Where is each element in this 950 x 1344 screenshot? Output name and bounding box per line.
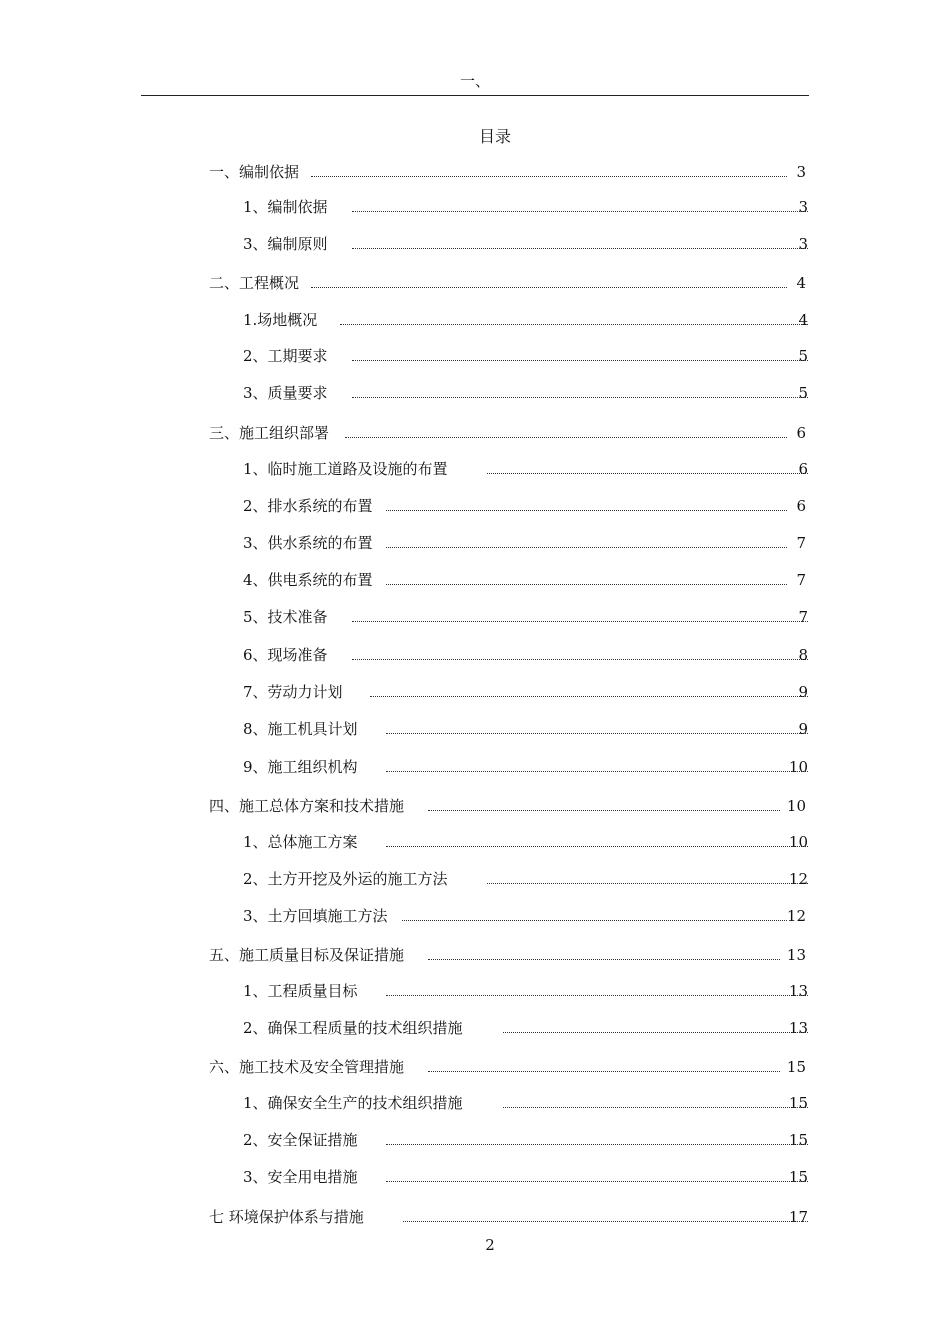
toc-entry-label: 5、技术准备 [243, 608, 328, 626]
dot-leader [487, 883, 808, 884]
toc-entry[interactable] [243, 532, 806, 554]
toc-entry-label: 1、确保安全生产的技术组织措施 [243, 1094, 463, 1112]
toc-entry-label: 3、安全用电措施 [243, 1168, 358, 1186]
toc-entry[interactable] [243, 606, 808, 628]
toc-entry-page: 3 [796, 163, 806, 181]
toc-entry-page: 5 [798, 347, 808, 365]
dot-leader [386, 846, 808, 847]
dot-leader [340, 324, 808, 325]
toc-entry[interactable] [243, 980, 808, 1002]
dot-leader [352, 211, 808, 212]
dot-leader [311, 176, 787, 177]
toc-entry-page: 15 [788, 1094, 808, 1112]
toc-entry[interactable] [243, 905, 806, 927]
toc-entry-label: 六、施工技术及安全管理措施 [209, 1058, 405, 1076]
toc-entry-label: 7、劳动力计划 [243, 683, 343, 701]
toc-entry-page: 7 [796, 534, 806, 552]
toc-entry-label: 四、施工总体方案和技术措施 [209, 797, 405, 815]
toc-entry-page: 9 [798, 683, 808, 701]
toc-entry[interactable] [243, 458, 808, 480]
toc-entry-page: 15 [786, 1058, 806, 1076]
dot-leader [352, 621, 808, 622]
toc-entry-page: 12 [786, 907, 806, 925]
toc-entry[interactable] [209, 422, 806, 444]
toc-entry-page: 12 [788, 870, 808, 888]
toc-entry-label: 2、工期要求 [243, 347, 328, 365]
toc-entry[interactable] [243, 718, 808, 740]
toc-entry-page: 15 [788, 1168, 808, 1186]
toc-entry-label: 1、编制依据 [243, 198, 328, 216]
toc-entry-label: 二、工程概况 [209, 274, 300, 292]
toc-entry-page: 3 [798, 235, 808, 253]
toc-entry-label: 3、供水系统的布置 [243, 534, 373, 552]
dot-leader [428, 959, 780, 960]
toc-entry[interactable] [209, 1056, 806, 1078]
dot-leader [352, 360, 808, 361]
toc-entry-page: 13 [788, 982, 808, 1000]
dot-leader [386, 771, 808, 772]
dot-leader [428, 1071, 780, 1072]
toc-entry[interactable] [243, 309, 808, 331]
toc-entry[interactable] [243, 233, 808, 255]
dot-leader [403, 1221, 808, 1222]
dot-leader [345, 437, 787, 438]
toc-entry[interactable] [243, 868, 808, 890]
toc-entry-label: 2、确保工程质量的技术组织措施 [243, 1019, 463, 1037]
dot-leader [487, 473, 808, 474]
toc-entry[interactable] [209, 1206, 808, 1228]
toc-entry[interactable] [209, 795, 806, 817]
toc-entry-label: 1、工程质量目标 [243, 982, 358, 1000]
toc-entry-label: 五、施工质量目标及保证措施 [209, 946, 405, 964]
toc-entry-label: 3、编制原则 [243, 235, 328, 253]
toc-entry[interactable] [243, 495, 806, 517]
dot-leader [503, 1032, 808, 1033]
toc-entry-page: 10 [786, 797, 806, 815]
dot-leader [386, 547, 787, 548]
page-header: 一、 [459, 72, 490, 90]
toc-entry-page: 8 [798, 646, 808, 664]
toc-entry-label: 1.场地概况 [243, 311, 318, 329]
toc-entry-label: 2、安全保证措施 [243, 1131, 358, 1149]
dot-leader [386, 733, 808, 734]
toc-entry[interactable] [209, 161, 806, 183]
dot-leader [503, 1107, 808, 1108]
toc-entry-label: 6、现场准备 [243, 646, 328, 664]
dot-leader [386, 1144, 808, 1145]
toc-entry[interactable] [209, 272, 806, 294]
dot-leader [352, 397, 808, 398]
toc-entry-page: 6 [796, 497, 806, 515]
toc-entry[interactable] [243, 1017, 808, 1039]
toc-entry-page: 4 [796, 274, 806, 292]
toc-entry[interactable] [243, 644, 808, 666]
toc-entry[interactable] [243, 1166, 808, 1188]
toc-entry-page: 4 [798, 311, 808, 329]
page-number: 2 [485, 1236, 495, 1254]
toc-entry[interactable] [243, 382, 808, 404]
toc-entry[interactable] [243, 345, 808, 367]
toc-entry-page: 5 [798, 384, 808, 402]
toc-entry[interactable] [209, 944, 806, 966]
toc-entry-page: 17 [788, 1208, 808, 1226]
toc-entry-label: 1、总体施工方案 [243, 833, 358, 851]
toc-entry[interactable] [243, 681, 808, 703]
toc-entry-label: 七 环境保护体系与措施 [209, 1208, 364, 1226]
toc-entry[interactable] [243, 1092, 808, 1114]
toc-entry-label: 一、编制依据 [209, 163, 300, 181]
header-rule [141, 95, 809, 96]
toc-entry-label: 3、土方回填施工方法 [243, 907, 388, 925]
toc-entry-page: 13 [788, 1019, 808, 1037]
toc-entry-page: 10 [788, 833, 808, 851]
dot-leader [386, 510, 787, 511]
toc-entry[interactable] [243, 1129, 808, 1151]
dot-leader [352, 659, 808, 660]
toc-entry-label: 8、施工机具计划 [243, 720, 358, 738]
toc-entry-page: 9 [798, 720, 808, 738]
toc-entry-label: 2、排水系统的布置 [243, 497, 373, 515]
toc-entry-page: 7 [798, 608, 808, 626]
dot-leader [311, 287, 787, 288]
dot-leader [386, 1181, 808, 1182]
dot-leader [386, 584, 787, 585]
toc-entry-page: 15 [788, 1131, 808, 1149]
toc-entry-label: 2、土方开挖及外运的施工方法 [243, 870, 448, 888]
toc-entry-page: 6 [796, 424, 806, 442]
toc-entry[interactable] [243, 196, 808, 218]
toc-entry[interactable] [243, 831, 808, 853]
toc-entry-label: 9、施工组织机构 [243, 758, 358, 776]
dot-leader [402, 920, 787, 921]
dot-leader [352, 248, 808, 249]
toc-entry[interactable] [243, 569, 806, 591]
dot-leader [428, 810, 780, 811]
toc-entry-label: 三、施工组织部署 [209, 424, 330, 442]
toc-entry-page: 3 [798, 198, 808, 216]
toc-entry[interactable] [243, 756, 808, 778]
toc-entry-page: 10 [788, 758, 808, 776]
toc-entry-page: 13 [786, 946, 806, 964]
toc-entry-page: 7 [796, 571, 806, 589]
toc-entry-page: 6 [798, 460, 808, 478]
toc-entry-label: 4、供电系统的布置 [243, 571, 373, 589]
dot-leader [370, 696, 808, 697]
toc-entry-label: 1、临时施工道路及设施的布置 [243, 460, 448, 478]
dot-leader [386, 995, 808, 996]
toc-entry-label: 3、质量要求 [243, 384, 328, 402]
toc-title: 目录 [478, 127, 511, 146]
